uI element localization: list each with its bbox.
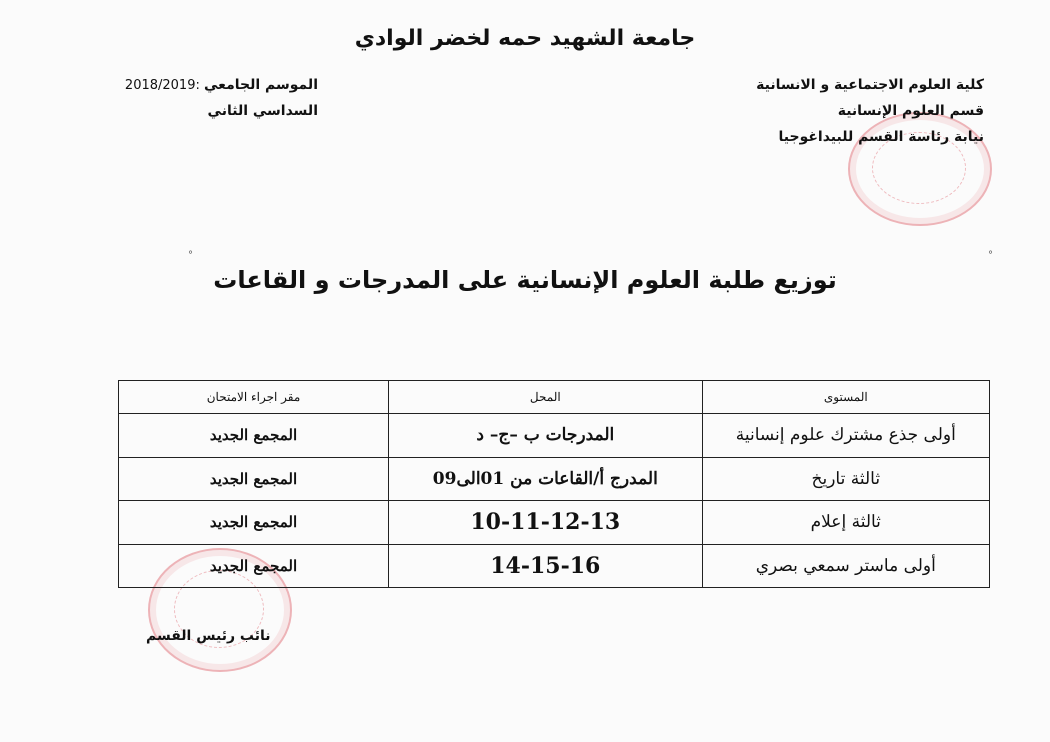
- season-value: :2018/2019: [124, 78, 200, 93]
- academic-season: [118, 72, 318, 99]
- office-name: نيابة رئاسة القسم للبيداغوجيا: [778, 129, 984, 145]
- season-label: الموسم الجامعي: [204, 77, 318, 93]
- semester: السداسي الثاني: [207, 103, 318, 119]
- cell-level: أولى ماستر سمعي بصري: [702, 544, 989, 588]
- distribution-table: [118, 380, 990, 588]
- cell-location: 14-15-16: [389, 544, 703, 588]
- table-row: [119, 414, 990, 458]
- cell-seat: المجمع الجديد: [119, 544, 389, 588]
- left-mark: °: [188, 250, 193, 261]
- cell-level: ثالثة إعلام: [702, 501, 989, 545]
- signature-label: نائب رئيس القسم: [146, 628, 271, 644]
- table-header-row: [119, 381, 990, 414]
- cell-location: 10-11-12-13: [389, 501, 703, 545]
- department-name: قسم العلوم الإنسانية: [837, 103, 984, 119]
- header-location: المحل: [389, 381, 703, 414]
- faculty-name: كلية العلوم الاجتماعية و الانسانية: [756, 77, 984, 93]
- right-mark: °: [988, 250, 993, 261]
- cell-seat: المجمع الجديد: [119, 414, 389, 458]
- cell-location: المدرجات ب –ج– د: [389, 414, 703, 458]
- cell-seat: المجمع الجديد: [119, 457, 389, 501]
- table-row: [119, 501, 990, 545]
- table-row: [119, 457, 990, 501]
- document-title: توزيع طلبة العلوم الإنسانية على المدرجات و القاعات: [213, 266, 837, 294]
- cell-seat: المجمع الجديد: [119, 501, 389, 545]
- cell-level: ثالثة تاريخ: [702, 457, 989, 501]
- university-name: جامعة الشهيد حمه لخضر الوادي: [354, 26, 696, 51]
- table-row: [119, 544, 990, 588]
- cell-level: أولى جذع مشترك علوم إنسانية: [702, 414, 989, 458]
- header-seat: مقر اجراء الامتحان: [119, 381, 389, 414]
- faculty-block: [664, 72, 984, 150]
- cell-location: المدرج أ/القاعات من 01الى09: [389, 457, 703, 501]
- header-level: المستوى: [702, 381, 989, 414]
